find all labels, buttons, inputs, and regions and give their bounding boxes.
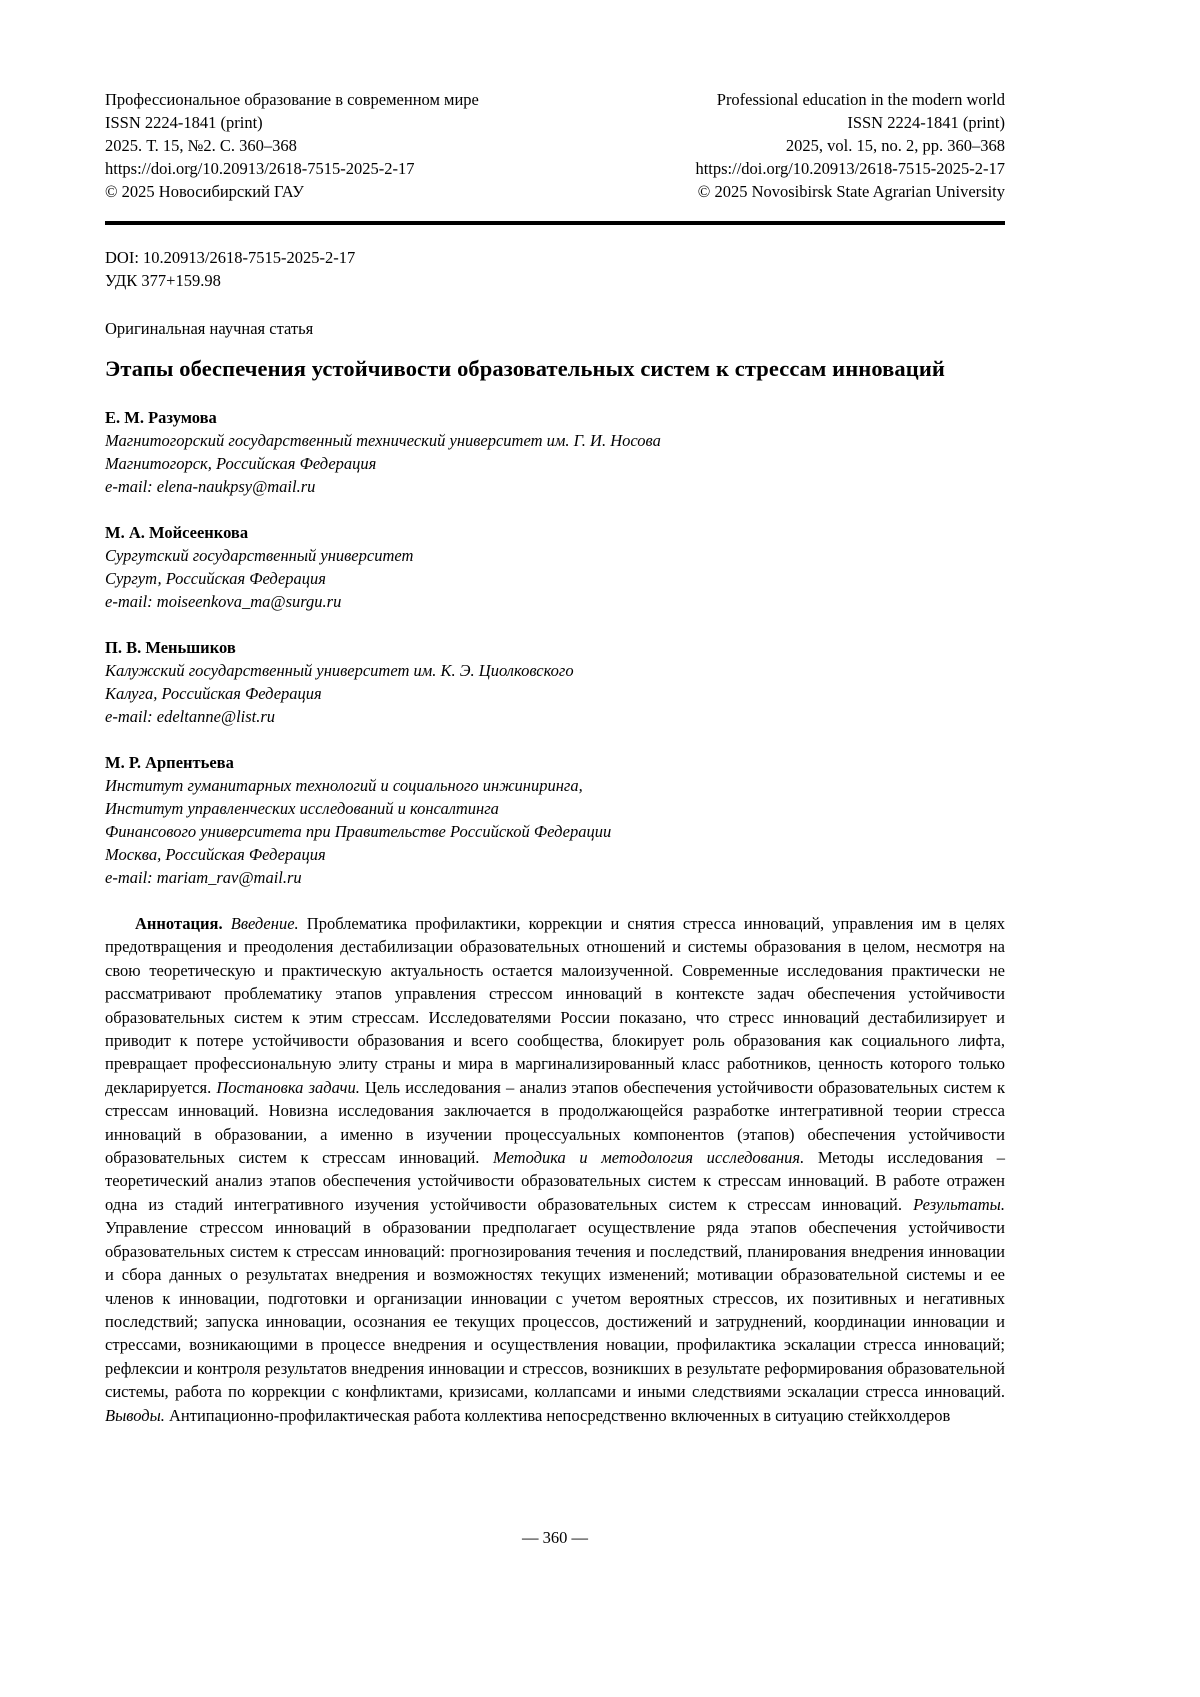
author-block (105, 406, 1005, 498)
author-name: М. Р. Арпентьева (105, 753, 234, 772)
volume-info-en: 2025, vol. 15, no. 2, pp. 360–368 (785, 136, 1005, 155)
abstract-segment: Управление стрессом инноваций в образовании предполагает осуществление ряда этапов обеспечения устойчивости образовательных систем к стрессам инноваций: прогнозирования течения и последствий, планирования внедрения инновации и сбора данных о результатах внедрения и возможностях текущих изменений; мотивации образовательной системы и ее членов к инновации, подготовки и организации инновации с учетом вероятных стрессов, их позитивных и негативных последствий; запуска инновации, осознания ее текущих процессов, достижений и затруднений, координации инновации и стрессами, возникающими в процессе внедрения и осуществления новации, профилактика эскалации стресса инноваций; рефлексии и контроля результатов внедрения инновации и стрессов, возникших в результате реформирования образовательной системы, работа по коррекции с конфликтами, кризисами, коллапсами и иными следствиями эскалации стресса инноваций. (105, 1218, 1005, 1402)
article-title: Этапы обеспечения устойчивости образовательных систем к стрессам инноваций (105, 356, 945, 381)
author-affiliation: Калужский государственный университет им. К. Э. Циолковского (105, 661, 574, 680)
udk-line: УДК 377+159.98 (105, 271, 221, 290)
abstract-segment: Проблематика профилактики, коррекции и снятия стресса инноваций, управления им в целях предотвращения и преодоления дестабилизации образовательных отношений и системы образования в целом, несмотря на свою теоретическую и практическую актуальность остается малоизученной. Современные исследования практически не рассматривают проблематику этапов управления стрессом инноваций в контексте задач обеспечения устойчивости образовательных систем к этим стрессам. Исследователями России показано, что стресс инноваций дестабилизирует и приводит к потере устойчивости образования и всего сообщества, блокирует роль образования как социального лифта, превращает профессиональную элиту страны и мира в маргинализированный класс работников, ценность которого только декларируется. (105, 914, 1006, 1097)
journal-title-ru: Профессиональное образование в современном мире (105, 90, 479, 109)
author-affiliation: Сургутский государственный университет (105, 546, 414, 565)
doi-link-ru[interactable]: https://doi.org/10.20913/2618-7515-2025-2-17 (105, 159, 415, 178)
author-affiliation: Институт управленческих исследований и консалтинга (105, 799, 499, 818)
author-block (105, 751, 1005, 889)
author-location: Калуга, Российская Федерация (105, 684, 322, 703)
abstract-segment: Аннотация. (135, 914, 223, 933)
author-location: Сургут, Российская Федерация (105, 569, 326, 588)
doi-line: DOI: 10.20913/2618-7515-2025-2-17 (105, 248, 356, 267)
article-type-label: Оригинальная научная статья (105, 319, 314, 338)
journal-header-en (695, 88, 1005, 203)
author-block (105, 636, 1005, 728)
journal-header (105, 88, 1005, 203)
journal-header-ru (105, 88, 479, 203)
page-number: — 360 — (522, 1528, 588, 1547)
doi-link-en[interactable]: https://doi.org/10.20913/2618-7515-2025-2-17 (695, 159, 1005, 178)
abstract-paragraph (105, 912, 1005, 1427)
abstract-segment: Антипационно-профилактическая работа коллектива непосредственно включенных в ситуацию стейкхолдеров (164, 1405, 951, 1425)
abstract-segment (223, 914, 231, 933)
abstract-segment: Результаты. (913, 1194, 1005, 1214)
author-block (105, 521, 1005, 613)
author-affiliation: Институт гуманитарных технологий и социального инжиниринга, (105, 776, 583, 795)
abstract-segment: Выводы. (105, 1405, 165, 1425)
author-email[interactable]: e-mail: mariam_rav@mail.ru (105, 868, 302, 887)
abstract-segment: Введение. (230, 914, 299, 933)
abstract-segment: Цель исследования – анализ этапов обеспечения устойчивости образовательных систем к стрессам инноваций. Новизна исследования заключается в продолжающейся разработке интегративной теории стресса инноваций в образовании, а именно в изучении процессуальных компонентов (этапов) обеспечения устойчивости образовательных систем к стрессам инноваций. (105, 1077, 1005, 1168)
abstract-segment: Методика и методология исследования. (493, 1148, 805, 1168)
author-location: Магнитогорск, Российская Федерация (105, 454, 377, 473)
author-email[interactable]: e-mail: edeltanne@list.ru (105, 707, 276, 726)
author-name: П. В. Меньшиков (105, 638, 236, 657)
copyright-en: © 2025 Novosibirsk State Agrarian University (697, 182, 1005, 201)
issn-en: ISSN 2224-1841 (print) (847, 113, 1005, 132)
author-affiliation: Финансового университета при Правительстве Российской Федерации (105, 822, 612, 841)
copyright-ru: © 2025 Новосибирский ГАУ (105, 182, 304, 201)
abstract-segment: Постановка задачи. (216, 1077, 360, 1097)
author-email[interactable]: e-mail: elena-naukpsy@mail.ru (105, 477, 316, 496)
header-divider (105, 221, 1005, 225)
author-location: Москва, Российская Федерация (105, 845, 326, 864)
page-content (105, 0, 1005, 1443)
abstract-segment: Методы исследования – теоретический анализ этапов обеспечения устойчивости образовательных систем к стрессам инноваций. В работе отражен одна из стадий интегративного изучения устойчивости образовательных систем к стрессам инноваций. (105, 1148, 1005, 1214)
author-email[interactable]: e-mail: moiseenkova_ma@surgu.ru (105, 592, 342, 611)
journal-title-en: Professional education in the modern world (716, 90, 1005, 109)
author-name: М. А. Мойсеенкова (105, 523, 249, 542)
article-meta (105, 246, 1005, 292)
author-affiliation: Магнитогорский государственный технический университет им. Г. И. Носова (105, 431, 661, 450)
author-name: Е. М. Разумова (105, 408, 217, 427)
authors-section (105, 406, 1005, 889)
issn-ru: ISSN 2224-1841 (print) (105, 113, 263, 132)
volume-info-ru: 2025. Т. 15, №2. С. 360–368 (105, 136, 297, 155)
